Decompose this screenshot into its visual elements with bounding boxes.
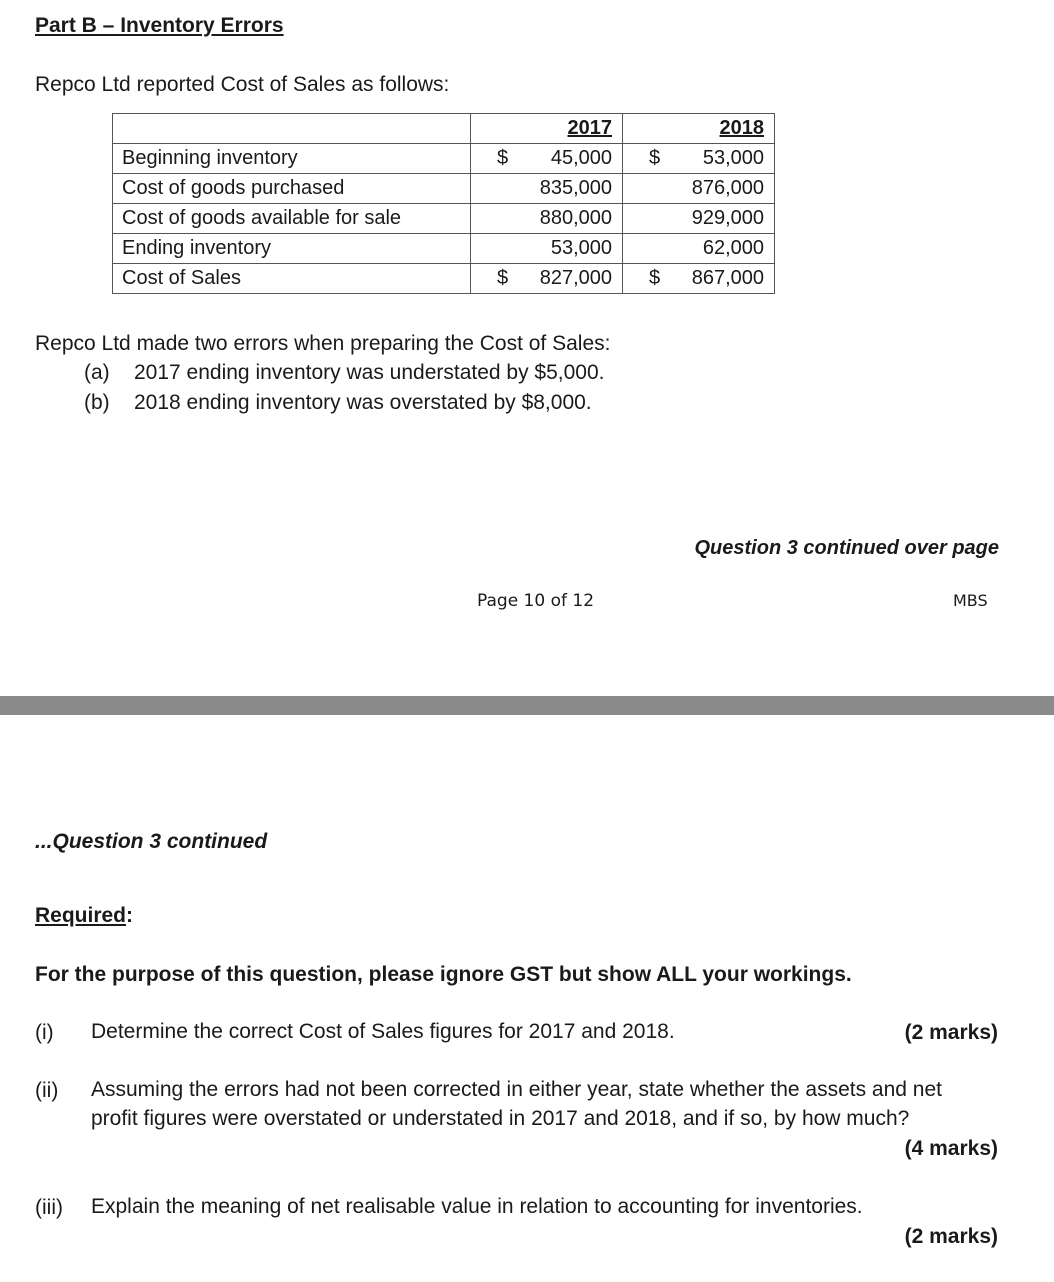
- table-header-row: [113, 114, 775, 144]
- error-letter: (b): [84, 391, 110, 414]
- value-2017: 880,000: [539, 207, 612, 229]
- table-row: [113, 174, 775, 204]
- question-number: (iii): [35, 1196, 63, 1219]
- header-2018: 2018: [623, 114, 775, 144]
- currency-symbol: $: [649, 147, 661, 169]
- row-label: Cost of goods available for sale: [113, 204, 471, 234]
- cost-of-sales-table: [112, 113, 775, 294]
- row-label: Beginning inventory: [113, 144, 471, 174]
- table-row: [113, 234, 775, 264]
- currency-symbol: $: [497, 267, 509, 289]
- table-row: [113, 264, 775, 294]
- question-text-continued: profit figures were overstated or understated in 2017 and 2018, and if so, by how much?: [91, 1107, 910, 1130]
- value-2017: 835,000: [539, 177, 612, 199]
- question-text: Determine the correct Cost of Sales figures for 2017 and 2018.: [91, 1020, 675, 1043]
- currency-symbol: $: [497, 147, 509, 169]
- required-heading: Required:: [35, 904, 134, 927]
- question-number: (i): [35, 1021, 54, 1044]
- row-label: Cost of Sales: [113, 264, 471, 294]
- instruction-text: For the purpose of this question, please ignore GST but show ALL your workings.: [35, 963, 852, 986]
- row-label: Cost of goods purchased: [113, 174, 471, 204]
- page-number: Page 10 of 12: [477, 591, 595, 611]
- error-text: 2018 ending inventory was overstated by $8,000.: [134, 391, 592, 414]
- table-row: [113, 144, 775, 174]
- currency-symbol: $: [649, 267, 661, 289]
- value-2017: 53,000: [550, 237, 612, 259]
- value-2018: 62,000: [702, 237, 764, 259]
- marks-label: (2 marks): [904, 1225, 998, 1248]
- error-text: 2017 ending inventory was understated by $5,000.: [134, 361, 605, 384]
- table-row: [113, 204, 775, 234]
- value-2018: 867,000: [691, 267, 764, 289]
- header-2017: 2017: [471, 114, 623, 144]
- required-label: Required: [35, 904, 127, 927]
- error-letter: (a): [84, 361, 110, 384]
- intro-text: Repco Ltd reported Cost of Sales as follows:: [35, 73, 450, 96]
- value-2017: 827,000: [539, 267, 612, 289]
- footer-code: MBS: [953, 591, 988, 610]
- value-2018: 53,000: [702, 147, 764, 169]
- row-label: Ending inventory: [113, 234, 471, 264]
- question-text: Explain the meaning of net realisable value in relation to accounting for inventories.: [91, 1195, 863, 1218]
- value-2018: 929,000: [691, 207, 764, 229]
- value-2018: 876,000: [691, 177, 764, 199]
- errors-intro: Repco Ltd made two errors when preparing the Cost of Sales:: [35, 332, 611, 355]
- value-2017: 45,000: [550, 147, 612, 169]
- marks-label: (2 marks): [904, 1021, 998, 1044]
- question-number: (ii): [35, 1079, 59, 1102]
- continued-over-note: Question 3 continued over page: [694, 537, 999, 559]
- question-continued-heading: ...Question 3 continued: [35, 830, 268, 853]
- page-divider: [0, 696, 1054, 715]
- section-title: Part B – Inventory Errors: [35, 14, 284, 37]
- question-text: Assuming the errors had not been corrected in either year, state whether the assets and net: [91, 1078, 942, 1101]
- marks-label: (4 marks): [904, 1137, 998, 1160]
- header-blank-cell: [113, 114, 471, 144]
